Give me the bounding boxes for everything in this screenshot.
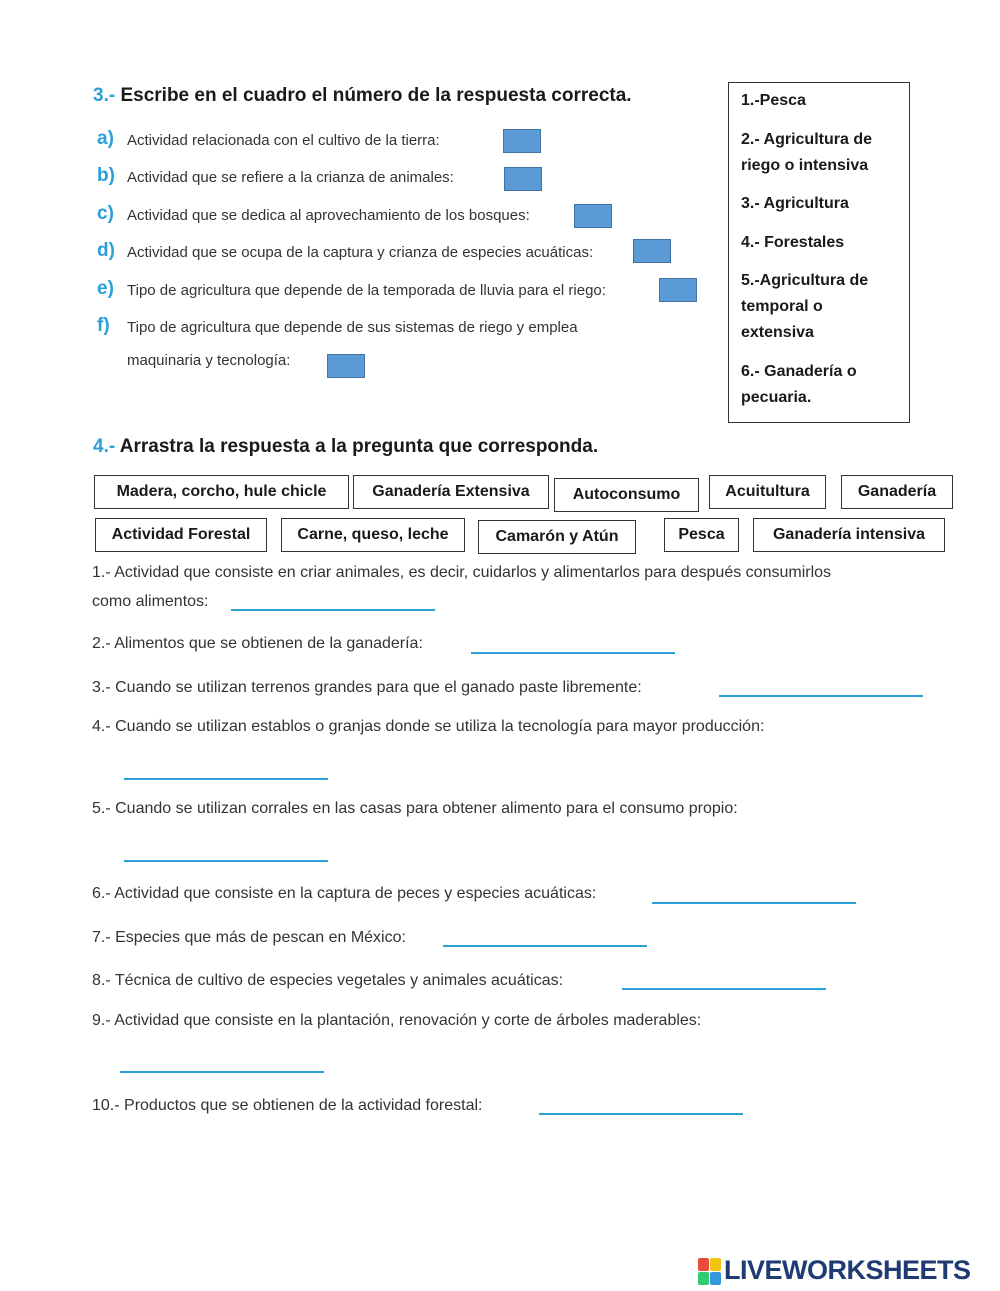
question-d-letter: d) <box>97 240 115 261</box>
answer-box-e[interactable] <box>659 278 697 302</box>
legend-line: 3.- Agricultura <box>741 195 849 212</box>
legend-item-4 <box>741 230 844 256</box>
section4-title <box>93 436 598 458</box>
answer-box-f[interactable] <box>327 354 365 378</box>
drag-chip-actividad-forestal[interactable]: Actividad Forestal <box>95 518 267 552</box>
drop-blank-9[interactable] <box>120 1071 324 1073</box>
logo-square-yellow <box>710 1258 721 1271</box>
drag-chip-acuitultura[interactable]: Acuitultura <box>709 475 826 509</box>
legend-line: riego o intensiva <box>741 157 869 174</box>
section3-number: 3.- <box>93 85 116 106</box>
drop-blank-4[interactable] <box>124 778 328 780</box>
legend-line: pecuaria. <box>741 389 812 406</box>
question-c-letter: c) <box>97 203 114 224</box>
drag-question-4: 4.- Cuando se utilizan establos o granjas donde se utiliza la tecnología para mayor producción: <box>92 718 765 735</box>
section3-title-text: Escribe en el cuadro el número de la respuesta correcta. <box>120 85 632 106</box>
drop-blank-1[interactable] <box>231 609 435 611</box>
question-e-letter: e) <box>97 278 114 299</box>
liveworksheets-logo <box>698 1255 971 1286</box>
drag-chip-camaron-atun[interactable]: Camarón y Atún <box>478 520 636 554</box>
question-a-letter: a) <box>97 128 114 149</box>
legend-line: temporal o <box>741 298 823 315</box>
legend-item-6 <box>741 359 857 411</box>
drag-chip-ganaderia[interactable]: Ganadería <box>841 475 953 509</box>
drag-chip-ganaderia-extensiva[interactable]: Ganadería Extensiva <box>353 475 549 509</box>
drop-blank-5[interactable] <box>124 860 328 862</box>
logo-square-green <box>698 1272 709 1285</box>
drag-chip-carne-queso-leche[interactable]: Carne, queso, leche <box>281 518 465 552</box>
answer-box-b[interactable] <box>504 167 542 191</box>
answer-box-d[interactable] <box>633 239 671 263</box>
liveworksheets-logo-icon <box>698 1258 720 1284</box>
legend-item-5 <box>741 268 868 346</box>
answer-legend <box>728 82 910 423</box>
legend-line: 6.- Ganadería o <box>741 363 857 380</box>
drop-blank-6[interactable] <box>652 902 856 904</box>
drop-blank-8[interactable] <box>622 988 826 990</box>
legend-line: 1.-Pesca <box>741 92 806 109</box>
drag-question-3: 3.- Cuando se utilizan terrenos grandes para que el ganado paste libremente: <box>92 679 642 696</box>
question-d-text: Actividad que se ocupa de la captura y crianza de especies acuáticas: <box>127 244 594 261</box>
drag-question-8: 8.- Técnica de cultivo de especies vegetales y animales acuáticas: <box>92 972 564 989</box>
drop-blank-2[interactable] <box>471 652 675 654</box>
question-c-text: Actividad que se dedica al aprovechamiento de los bosques: <box>127 207 530 224</box>
section3-title <box>93 85 632 107</box>
drag-chip-pesca[interactable]: Pesca <box>664 518 739 552</box>
drag-question-7: 7.- Especies que más de pescan en México: <box>92 929 406 946</box>
legend-item-2 <box>741 127 872 179</box>
drop-blank-10[interactable] <box>539 1113 743 1115</box>
drop-blank-3[interactable] <box>719 695 923 697</box>
drag-question-9: 9.- Actividad que consiste en la plantación, renovación y corte de árboles maderables: <box>92 1012 702 1029</box>
drag-chip-ganaderia-intensiva[interactable]: Ganadería intensiva <box>753 518 945 552</box>
question-a-text: Actividad relacionada con el cultivo de la tierra: <box>127 132 440 149</box>
logo-text: LIVEWORKSHEETS <box>724 1255 971 1285</box>
drag-question-2: 2.- Alimentos que se obtienen de la ganadería: <box>92 635 423 652</box>
drag-chip-madera[interactable]: Madera, corcho, hule chicle <box>94 475 349 509</box>
drag-chip-autoconsumo[interactable]: Autoconsumo <box>554 478 699 512</box>
legend-line: 2.- Agricultura de <box>741 131 872 148</box>
drop-blank-7[interactable] <box>443 945 647 947</box>
question-e-text: Tipo de agricultura que depende de la temporada de lluvia para el riego: <box>127 282 606 299</box>
section4-number: 4.- <box>93 436 116 457</box>
question-b-letter: b) <box>97 165 115 186</box>
drag-question-6: 6.- Actividad que consiste en la captura de peces y especies acuáticas: <box>92 885 597 902</box>
legend-item-1 <box>741 88 806 114</box>
question-f-text-line2: maquinaria y tecnología: <box>127 352 291 369</box>
answer-box-a[interactable] <box>503 129 541 153</box>
drag-question-5: 5.- Cuando se utilizan corrales en las casas para obtener alimento para el consumo propio: <box>92 800 738 817</box>
section4-title-text: Arrastra la respuesta a la pregunta que corresponda. <box>119 436 599 457</box>
drag-question-10: 10.- Productos que se obtienen de la actividad forestal: <box>92 1097 483 1114</box>
legend-line: 5.-Agricultura de <box>741 272 869 289</box>
logo-square-red <box>698 1258 709 1271</box>
logo-square-blue <box>710 1272 721 1285</box>
question-f-text: Tipo de agricultura que depende de sus sistemas de riego y emplea <box>127 319 578 336</box>
legend-line: extensiva <box>741 324 814 341</box>
question-f-letter: f) <box>97 315 110 336</box>
legend-item-3 <box>741 191 849 217</box>
drag-question-1: 1.- Actividad que consiste en criar animales, es decir, cuidarlos y alimentarlos para después consumirlos <box>92 564 832 581</box>
answer-box-c[interactable] <box>574 204 612 228</box>
question-b-text: Actividad que se refiere a la crianza de animales: <box>127 169 454 186</box>
drag-question-1-line2: como alimentos: <box>92 593 209 610</box>
legend-line: 4.- Forestales <box>741 234 845 251</box>
